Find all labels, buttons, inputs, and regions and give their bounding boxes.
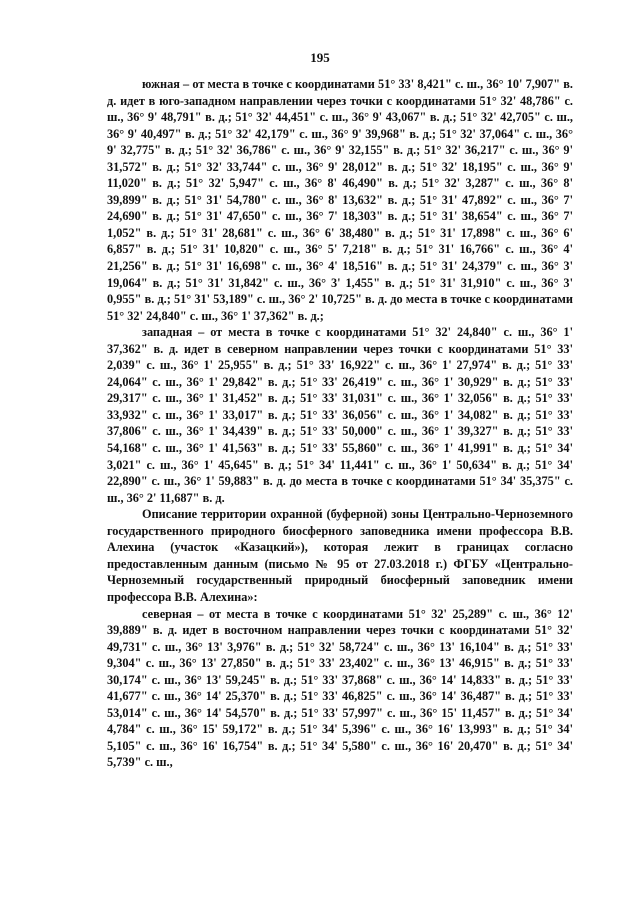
paragraph-north-boundary: северная – от места в точке с координатами 51° 32' 25,289" с. ш., 36° 12' 39,889" в. д. идет в восточном направлении через точки с координатами 51° 32' 49,731" с. ш., 36° 13' 3,976" в. д.; 51° 32' 58,724" с. ш., 36° 13' 16,104" в. д.; 51° 33' 9,304" с. ш., 36° 13' 27,850" в. д.; 51° 33' 23,402" с. ш., 36° 13' 46,915" в. д.; 51° 33' 30,174" с. ш., 36° 13' 59,245" в. д.; 51° 33' 37,868" с. ш., 36° 14' 14,833" в. д.; 51° 33' 41,677" с. ш., 36° 14' 25,370" в. д.; 51° 33' 46,825" с. ш., 36° 14' 36,487" в. д.; 51° 33' 53,014" с. ш., 36° 14' 54,570" в. д.; 51° 33' 57,997" с. ш., 36° 15' 11,457" в. д.; 51° 34' 4,784" с. ш., 36° 15' 59,172" в. д.; 51° 34' 5,396" с. ш., 36° 16' 13,993" в. д.; 51° 34' 5,105" с. ш., 36° 16' 16,754" в. д.; 51° 34' 5,580" с. ш., 36° 16' 20,470" в. д.; 51° 34' 5,739" с. ш., (107, 606, 573, 770)
paragraph-buffer-zone-description: Описание территории охранной (буферной) зоны Центрально-Черноземного государственного природного биосферного заповедника имени профессора В.В. Алехина (участок «Казацкий»), которая лежит в границах согласно предоставленным данным (письмо № 95 от 27.03.2018 г.) ФГБУ «Центрально-Черноземный государственный природный биосферный заповедник имени профессора В.В. Алехина»: (107, 507, 573, 604)
paragraph-west-boundary: западная – от места в точке с координатами 51° 32' 24,840" с. ш., 36° 1' 37,362" в. д. идет в северном направлении через точки с координатами 51° 33' 2,039" с. ш., 36° 1' 25,955" в. д.; 51° 33' 16,922" с. ш., 36° 1' 27,974" в. д.; 51° 33' 24,064" с. ш., 36° 1' 29,842" в. д.; 51° 33' 26,419" с. ш., 36° 1' 30,929" в. д.; 51° 33' 29,317" с. ш., 36° 1' 31,452" в. д.; 51° 33' 31,031" с. ш., 36° 1' 32,056" в. д.; 51° 33' 33,932" с. ш., 36° 1' 33,017" в. д.; 51° 33' 36,056" с. ш., 36° 1' 34,082" в. д.; 51° 33' 37,806" с. ш., 36° 1' 34,439" в. д.; 51° 33' 50,000" с. ш., 36° 1' 39,327" в. д.; 51° 33' 54,168" с. ш., 36° 1' 41,563" в. д.; 51° 33' 55,860" с. ш., 36° 1' 41,991" в. д.; 51° 34' 3,021" с. ш., 36° 1' 45,645" в. д.; 51° 34' 11,441" с. ш., 36° 1' 50,634" в. д.; 51° 34' 22,890" с. ш., 36° 1' 59,883" в. д. до места в точке с координатами 51° 34' 35,375" с. ш., 36° 2' 11,687" в. д. (107, 325, 573, 505)
document-body (107, 76, 573, 771)
page-number: 195 (310, 50, 330, 65)
paragraph-south-boundary: южная – от места в точке с координатами 51° 33' 8,421" с. ш., 36° 10' 7,907" в. д. идет в юго-западном направлении через точки с координатами 51° 32' 48,786" с. ш., 36° 9' 48,791" в. д.; 51° 32' 44,451" с. ш., 36° 9' 43,067" в. д.; 51° 32' 42,705" с. ш., 36° 9' 40,497" в. д.; 51° 32' 42,179" с. ш., 36° 9' 39,968" в. д.; 51° 32' 37,064" с. ш., 36° 9' 32,775" в. д.; 51° 32' 36,786" с. ш., 36° 9' 32,155" в. д.; 51° 32' 36,217" с. ш., 36° 9' 31,572" в. д.; 51° 32' 33,744" с. ш., 36° 9' 28,012" в. д.; 51° 32' 18,195" с. ш., 36° 9' 11,020" в. д.; 51° 32' 5,947" с. ш., 36° 8' 46,490" в. д.; 51° 32' 3,287" с. ш., 36° 8' 39,899" в. д.; 51° 31' 54,780" с. ш., 36° 8' 13,632" в. д.; 51° 31' 47,892" с. ш., 36° 7' 24,690" в. д.; 51° 31' 47,650" с. ш., 36° 7' 18,303" в. д.; 51° 31' 38,654" с. ш., 36° 7' 1,052" в. д.; 51° 31' 28,681" с. ш., 36° 6' 38,480" в. д.; 51° 31' 17,898" с. ш., 36° 6' 6,857" в. д.; 51° 31' 10,820" с. ш., 36° 5' 7,218" в. д.; 51° 31' 16,766" с. ш., 36° 4' 21,256" в. д.; 51° 31' 16,698" с. ш., 36° 4' 18,516" в. д.; 51° 31' 24,379" с. ш., 36° 3' 19,064" в. д.; 51° 31' 31,842" с. ш., 36° 3' 1,455" в. д.; 51° 31' 31,910" с. ш., 36° 3' 0,955" в. д.; 51° 31' 53,189" с. ш., 36° 2' 10,725" в. д. до места в точке с координатами 51° 32' 24,840" с. ш., 36° 1' 37,362" в. д.; (107, 77, 573, 323)
